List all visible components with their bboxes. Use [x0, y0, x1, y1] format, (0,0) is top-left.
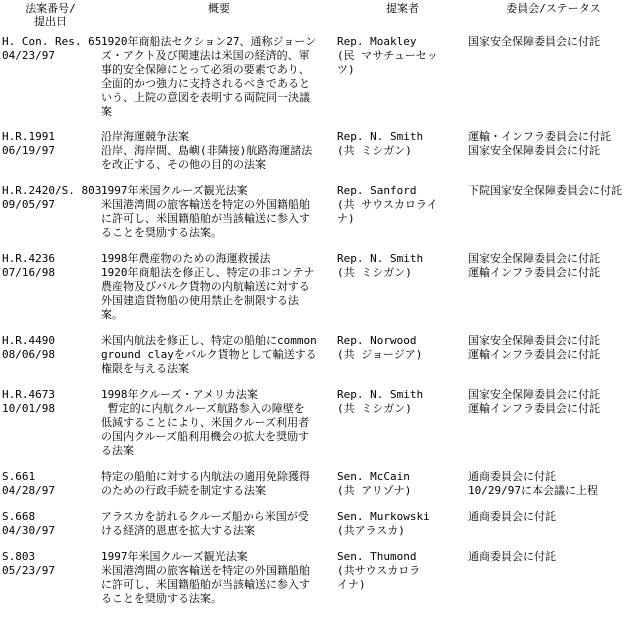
bill-cell — [0, 130, 101, 172]
summary-line: 1998年クルーズ・アメリカ法案 — [101, 388, 258, 401]
summary-line: ground clayをバルク貨物として輸送する — [101, 348, 317, 361]
sponsor-line: (共アラスカ) — [337, 524, 405, 537]
row-spacer — [0, 498, 639, 510]
summary-cell — [101, 550, 337, 606]
table-row — [0, 388, 639, 458]
committee-line: 国家安全保障委員会に付託 — [468, 35, 600, 48]
sponsor-line: Rep. Sanford — [337, 184, 417, 197]
summary-line: 低減することにより、米国クルーズ利用者 — [101, 416, 310, 429]
row-spacer-cell — [0, 498, 639, 510]
sponsor-line: Sen. Murkowski — [337, 510, 430, 523]
summary-cell — [101, 35, 337, 119]
summary-line: ることを奨励する法案。 — [101, 226, 222, 239]
committee-cell — [468, 184, 639, 240]
sponsor-line: (共サウスカロラ — [337, 564, 421, 577]
row-spacer-cell — [0, 376, 639, 388]
summary-line: 農産物及びバルク貨物の内航輸送に対する — [101, 280, 310, 293]
header-row — [0, 0, 639, 35]
bill-cell — [0, 510, 101, 538]
header-bill — [0, 0, 101, 35]
bill-line: S.661 — [2, 470, 36, 483]
summary-cell — [101, 334, 337, 376]
committee-line: 通商委員会に付託 — [468, 470, 556, 483]
bill-line: H. Con. Res. 65 — [2, 35, 102, 48]
summary-line: 1997年米国クルーズ観光法案 — [101, 184, 248, 197]
bill-line: H.R.4490 — [2, 334, 55, 347]
bill-line: H.R.4673 — [2, 388, 55, 401]
summary-cell — [101, 510, 337, 538]
committee-line: 下院国家安全保障委員会に付託 — [468, 184, 622, 197]
bill-cell — [0, 184, 101, 240]
committee-cell — [468, 130, 639, 172]
header-committee: 委員会/ステータス — [506, 2, 601, 15]
sponsor-line: Rep. N. Smith — [337, 252, 424, 265]
summary-line: 米国内航法を修正し、特定の船舶にcommon — [101, 334, 317, 347]
bill-cell — [0, 388, 101, 458]
bill-cell — [0, 35, 101, 119]
header-bill-line1: 法案番号/ — [25, 2, 76, 15]
sponsor-cell — [337, 470, 468, 498]
summary-cell — [101, 388, 337, 458]
table-row — [0, 550, 639, 606]
summary-line: ることを奨励する法案。 — [101, 592, 222, 605]
summary-line: 沿岸、海岸間、島嶼(非隣接)航路海運諸法 — [101, 144, 313, 157]
table-row — [0, 35, 639, 119]
table-row — [0, 184, 639, 240]
sponsor-line: ツ) — [337, 63, 355, 76]
sponsor-line: Rep. N. Smith — [337, 130, 424, 143]
summary-line: 米国港湾間の旅客輸送を特定の外国籍船舶 — [101, 198, 310, 211]
sponsor-line: Rep. Moakley — [337, 35, 417, 48]
sponsor-line: (共 ミシガン) — [337, 266, 412, 279]
sponsor-line: ナ) — [337, 212, 355, 225]
sponsor-line: Sen. Thumond — [337, 550, 417, 563]
row-spacer — [0, 172, 639, 184]
committee-line: 国家安全保障委員会に付託 — [468, 144, 600, 157]
row-spacer — [0, 376, 639, 388]
bill-line: 04/30/97 — [2, 524, 55, 537]
row-spacer-cell — [0, 240, 639, 252]
summary-line: 米国港湾間の旅客輸送を特定の外国籍船舶 — [101, 564, 310, 577]
summary-line: を改正する、その他の目的の法案 — [101, 158, 266, 171]
sponsor-line: (共 ミシガン) — [337, 144, 412, 157]
bill-line: S.803 — [2, 550, 36, 563]
bill-cell — [0, 334, 101, 376]
committee-cell — [468, 550, 639, 606]
row-spacer-cell — [0, 172, 639, 184]
committee-line: 運輸・インフラ委員会に付託 — [468, 130, 611, 143]
committee-cell — [468, 334, 639, 376]
row-spacer — [0, 538, 639, 550]
sponsor-line: (共 アリゾナ) — [337, 484, 412, 497]
summary-line: 1997年米国クルーズ観光法案 — [101, 550, 248, 563]
sponsor-line: (民 マサチューセッ — [337, 49, 438, 62]
summary-line: のための行政手続を制定する法案 — [101, 484, 266, 497]
committee-line: 国家安全保障委員会に付託 — [468, 334, 600, 347]
bill-cell — [0, 252, 101, 322]
summary-line: 1920年商船法を修正し、特定の非コンテナ — [101, 266, 315, 279]
sponsor-line: イナ) — [337, 578, 366, 591]
summary-cell — [101, 184, 337, 240]
header-summary: 概要 — [208, 2, 230, 15]
summary-line: 全面的かつ強力に支持されるべきであると — [101, 77, 310, 90]
summary-cell — [101, 252, 337, 322]
summary-line: アラスカを訪れるクルーズ船から米国が受 — [101, 510, 309, 523]
sponsor-cell — [337, 252, 468, 322]
row-spacer-cell — [0, 322, 639, 334]
row-spacer-cell — [0, 119, 639, 130]
table-row — [0, 510, 639, 538]
bill-line: 08/06/98 — [2, 348, 55, 361]
bill-cell — [0, 550, 101, 606]
sponsor-line: Rep. N. Smith — [337, 388, 424, 401]
summary-line: 特定の船舶に対する内航法の適用免除獲得 — [101, 470, 310, 483]
summary-line: に許可し、米国籍船舶が当該輸送に参入す — [101, 578, 310, 591]
summary-line: 暫定的に内航クルーズ航路参入の障壁を — [101, 402, 305, 415]
sponsor-line: (共 ジョージア) — [337, 348, 423, 361]
sponsor-cell — [337, 184, 468, 240]
summary-line: 権限を与える法案 — [101, 362, 189, 375]
table-body — [0, 35, 639, 606]
committee-line: 国家安全保障委員会に付託 — [468, 388, 600, 401]
committee-line: 通商委員会に付託 — [468, 550, 556, 563]
sponsor-line: Rep. Norwood — [337, 334, 417, 347]
committee-line: 10/29/97に本会議に上程 — [468, 484, 598, 497]
row-spacer-cell — [0, 458, 639, 470]
table-row — [0, 470, 639, 498]
committee-line: 通商委員会に付託 — [468, 510, 556, 523]
bill-line: H.R.4236 — [2, 252, 55, 265]
bill-line: 06/19/97 — [2, 144, 55, 157]
row-spacer — [0, 458, 639, 470]
sponsor-cell — [337, 130, 468, 172]
bill-line: 04/23/97 — [2, 49, 55, 62]
sponsor-line: (共 サウスカロライ — [337, 198, 438, 211]
table-row — [0, 130, 639, 172]
bill-line: 10/01/98 — [2, 402, 55, 415]
row-spacer-cell — [0, 538, 639, 550]
summary-line: 沿岸海運競争法案 — [101, 130, 189, 143]
summary-line: ズ・アクト及び関連法は米国の経済的、軍 — [101, 49, 310, 62]
bill-line: H.R.1991 — [2, 130, 55, 143]
bill-line: S.668 — [2, 510, 36, 523]
bill-line: 05/23/97 — [2, 564, 55, 577]
sponsor-line: (共 ミシガン) — [337, 402, 412, 415]
summary-line: 1998年農産物のための海運救援法 — [101, 252, 271, 265]
header-sponsor: 提案者 — [386, 2, 419, 15]
bill-line: 04/28/97 — [2, 484, 55, 497]
row-spacer — [0, 119, 639, 130]
committee-cell — [468, 470, 639, 498]
summary-line: に許可し、米国籍船舶が当該輸送に参入す — [101, 212, 310, 225]
row-spacer — [0, 240, 639, 252]
committee-line: 運輸インフラ委員会に付託 — [468, 266, 600, 279]
bill-cell — [0, 470, 101, 498]
sponsor-cell — [337, 334, 468, 376]
header-bill-line2: 提出日 — [34, 15, 67, 28]
committee-cell — [468, 35, 639, 119]
summary-line: いう、上院の意図を表明する両院同一決議 — [101, 91, 310, 104]
summary-line: 案 — [101, 105, 112, 118]
table-row — [0, 334, 639, 376]
committee-cell — [468, 388, 639, 458]
summary-line: 1920年商船法セクション27、通称ジョーン — [101, 35, 317, 48]
sponsor-cell — [337, 35, 468, 119]
summary-line: 案。 — [101, 308, 123, 321]
summary-line: 事的安全保障にとって必須の要素であり、 — [101, 63, 310, 76]
table-row — [0, 252, 639, 322]
summary-cell — [101, 470, 337, 498]
committee-line: 国家安全保障委員会に付託 — [468, 252, 600, 265]
summary-cell — [101, 130, 337, 172]
committee-line: 運輸インフラ委員会に付託 — [468, 348, 600, 361]
sponsor-cell — [337, 550, 468, 606]
bill-line: H.R.2420/S. 803 — [2, 184, 102, 197]
sponsor-line: Sen. McCain — [337, 470, 410, 483]
sponsor-cell — [337, 510, 468, 538]
bill-line: 09/05/97 — [2, 198, 55, 211]
summary-line: ける経済的恩恵を拡大する法案 — [101, 524, 255, 537]
committee-cell — [468, 510, 639, 538]
summary-line: る法案 — [101, 444, 134, 457]
committee-line: 運輸インフラ委員会に付託 — [468, 402, 600, 415]
bill-line: 07/16/98 — [2, 266, 55, 279]
row-spacer — [0, 322, 639, 334]
summary-line: の国内クルーズ船利用機会の拡大を奨励す — [101, 430, 310, 443]
committee-cell — [468, 252, 639, 322]
sponsor-cell — [337, 388, 468, 458]
summary-line: 外国建造貨物船の使用禁止を制限する法 — [101, 294, 299, 307]
